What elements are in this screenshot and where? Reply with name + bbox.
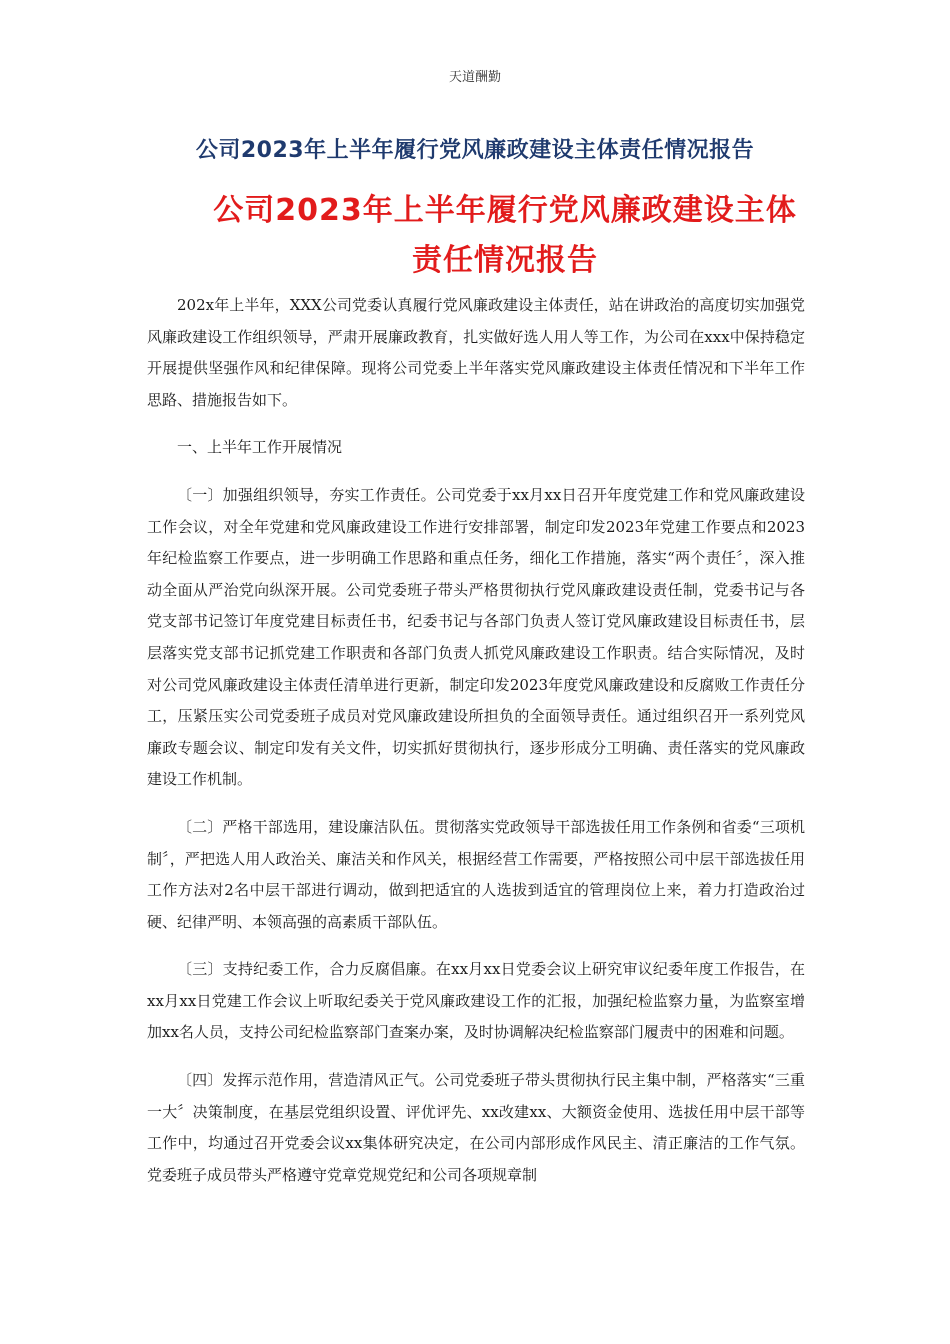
document-title-large: 公司2023年上半年履行党风廉政建设主体责任情况报告 [213,193,797,278]
intro-paragraph: 202x年上半年，XXX公司党委认真履行党风廉政建设主体责任，站在讲政治的高度切实加强党风廉政建设工作组织领导，严肃开展廉政教育，扎实做好选人用人等工作，为公司在xxx中保持稳定开展提供坚强作风和纪律保障。现将公司党委上半年落实党风廉政建设主体责任情况和下半年工作思路、措施报告如下。 [147,296,805,409]
document-title-small: 公司2023年上半年履行党风廉政建设主体责任情况报告 [195,138,755,163]
header-watermark-text: 天道酬勤 [448,70,501,85]
document-body [147,290,805,1207]
body-paragraph: 〔一〕加强组织领导，夯实工作责任。公司党委于xx月xx日召开年度党建工作和党风廉政建设工作会议，对全年党建和党风廉政建设工作进行安排部署，制定印发2023年党建工作要点和2023年纪检监察工作要点，进一步明确工作思路和重点任务，细化工作措施，落实“两个责任〞，深入推动全面从严治党向纵深开展。公司党委班子带头严格贯彻执行党风廉政建设责任制，党委书记与各党支部书记签订年度党建目标责任书，纪委书记与各部门负责人签订党风廉政建设目标责任书，层层落实党支部书记抓党建工作职责和各部门负责人抓党风廉政建设工作职责。结合实际情况，及时对公司党风廉政建设主体责任清单进行更新，制定印发2023年度党风廉政建设和反腐败工作责任分工，压紧压实公司党委班子成员对党风廉政建设所担负的全面领导责任。通过组织召开一系列党风廉政专题会议、制定印发有关文件，切实抓好贯彻执行，逐步形成分工明确、责任落实的党风廉政建设工作机制。 [147,485,805,789]
section-heading: 一、上半年工作开展情况 [177,438,343,457]
body-paragraph: 〔三〕支持纪委工作，合力反腐倡廉。在xx月xx日党委会议上研究审议纪委年度工作报告，在xx月xx日党建工作会议上听取纪委关于党风廉政建设工作的汇报，加强纪检监察力量，为监察室增加xx名人员，支持公司纪检监察部门查案办案，及时协调解决纪检监察部门履责中的困难和问题。 [147,960,805,1042]
body-paragraph: 〔二〕严格干部选用，建设廉洁队伍。贯彻落实党政领导干部选拔任用工作条例和省委“三项机制〞，严把选人用人政治关、廉洁关和作风关，根据经营工作需要，严格按照公司中层干部选拔任用工作方法对2名中层干部进行调动，做到把适宜的人选拔到适宜的管理岗位上来，着力打造政治过硬、纪律严明、本领高强的高素质干部队伍。 [147,817,805,931]
body-paragraph: 〔四〕发挥示范作用，营造清风正气。公司党委班子带头贯彻执行民主集中制，严格落实“三重一大〞决策制度，在基层党组织设置、评优评先、xx改建xx、大额资金使用、选拔任用中层干部等工作中，均通过召开党委会议xx集体研究决定，在公司内部形成作风民主、清正廉洁的工作气氛。党委班子成员带头严格遵守党章党规党纪和公司各项规章制 [147,1071,805,1184]
